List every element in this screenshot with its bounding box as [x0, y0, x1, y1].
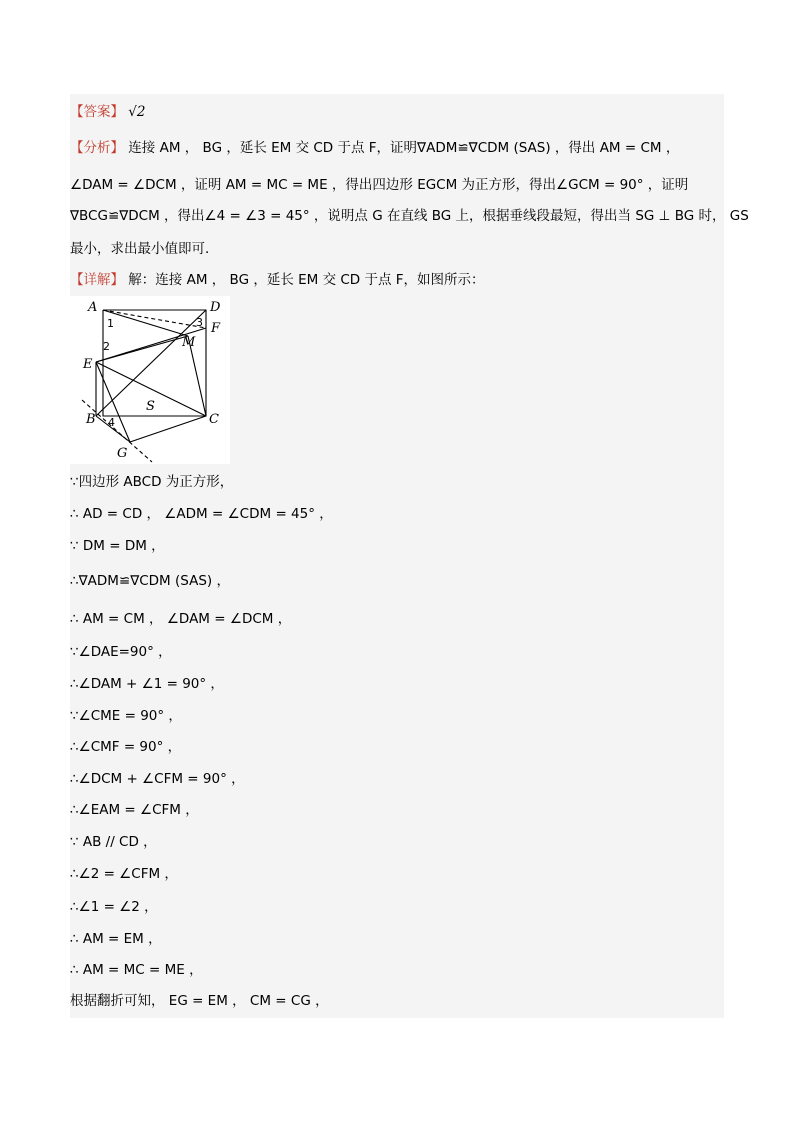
- step-line: ∴ AD = CD ， ∠ADM = ∠CDM = 45° ，: [70, 506, 333, 522]
- label-s: S: [146, 399, 155, 414]
- analysis-line-3: ∇BCG≌∇DCM ，得出∠4 = ∠3 = 45° ，说明点 G 在直线 BG 上，根据垂线段最短，得出当 SG ⊥ BG 时， GS: [70, 208, 749, 224]
- analysis-line-2: ∠DAM = ∠DCM ，证明 AM = MC = ME ，得出四边形 EGCM 为正方形，得出∠GCM = 90° ，证明: [70, 177, 689, 193]
- answer-label: 【答案】: [70, 104, 124, 120]
- label-m: M: [182, 335, 196, 350]
- step-line: ∴∠2 = ∠CFM ，: [70, 866, 178, 882]
- label-angle-3: 3: [196, 316, 203, 329]
- step-line: ∴ AM = CM ， ∠DAM = ∠DCM ，: [70, 611, 292, 627]
- detail-intro: 解：连接 AM ， BG ，延长 EM 交 CD 于点 F，如图所示：: [128, 272, 485, 288]
- label-b: B: [86, 412, 96, 427]
- label-c: C: [209, 412, 219, 427]
- step-line: ∴∠EAM = ∠CFM ，: [70, 802, 199, 818]
- step-line: ∵ AB // CD ，: [70, 834, 157, 850]
- step-line: ∴∠DAM + ∠1 = 90° ，: [70, 676, 224, 692]
- analysis-text-1: 连接 AM ， BG ，延长 EM 交 CD 于点 F，证明∇ADM≌∇CDM (SAS) ，得出 AM = CM ，: [128, 140, 680, 156]
- answer-value: √2: [128, 104, 146, 120]
- label-angle-2: 2: [103, 340, 110, 353]
- label-g: G: [117, 446, 128, 461]
- label-angle-1: 1: [107, 317, 114, 330]
- label-d: D: [210, 300, 221, 315]
- analysis-line-1: [70, 138, 724, 158]
- line-eg: [96, 362, 130, 442]
- step-line: ∴ AM = MC = ME ，: [70, 962, 203, 978]
- analysis-label: 【分析】: [70, 140, 124, 156]
- detail-line: [70, 270, 724, 290]
- step-line: ∵ DM = DM ，: [70, 538, 165, 554]
- label-a: A: [88, 300, 98, 315]
- step-line: ∴∠1 = ∠2 ，: [70, 899, 158, 915]
- label-f: F: [211, 321, 221, 336]
- line-gc: [130, 416, 206, 442]
- geometry-diagram: [70, 296, 230, 464]
- label-angle-4: 4: [108, 416, 115, 429]
- step-line: ∵四边形 ABCD 为正方形，: [70, 474, 234, 490]
- answer-line: [70, 102, 724, 122]
- step-line: 根据翻折可知， EG = EM ， CM = CG ，: [70, 993, 329, 1009]
- geometry-figure: [70, 296, 230, 464]
- step-line: ∴∠DCM + ∠CFM = 90° ，: [70, 771, 245, 787]
- step-line: ∵∠DAE=90° ，: [70, 644, 172, 660]
- step-line: ∵∠CME = 90° ，: [70, 708, 182, 724]
- step-line: ∴∠CMF = 90° ，: [70, 739, 182, 755]
- solution-panel: [70, 94, 749, 1018]
- label-e: E: [83, 357, 93, 372]
- detail-label: 【详解】: [70, 272, 124, 288]
- analysis-line-4: 最小，求出最小值即可．: [70, 241, 219, 257]
- step-line: ∴∇ADM≌∇CDM (SAS) ，: [70, 573, 230, 589]
- step-line: ∴ AM = EM ，: [70, 931, 162, 947]
